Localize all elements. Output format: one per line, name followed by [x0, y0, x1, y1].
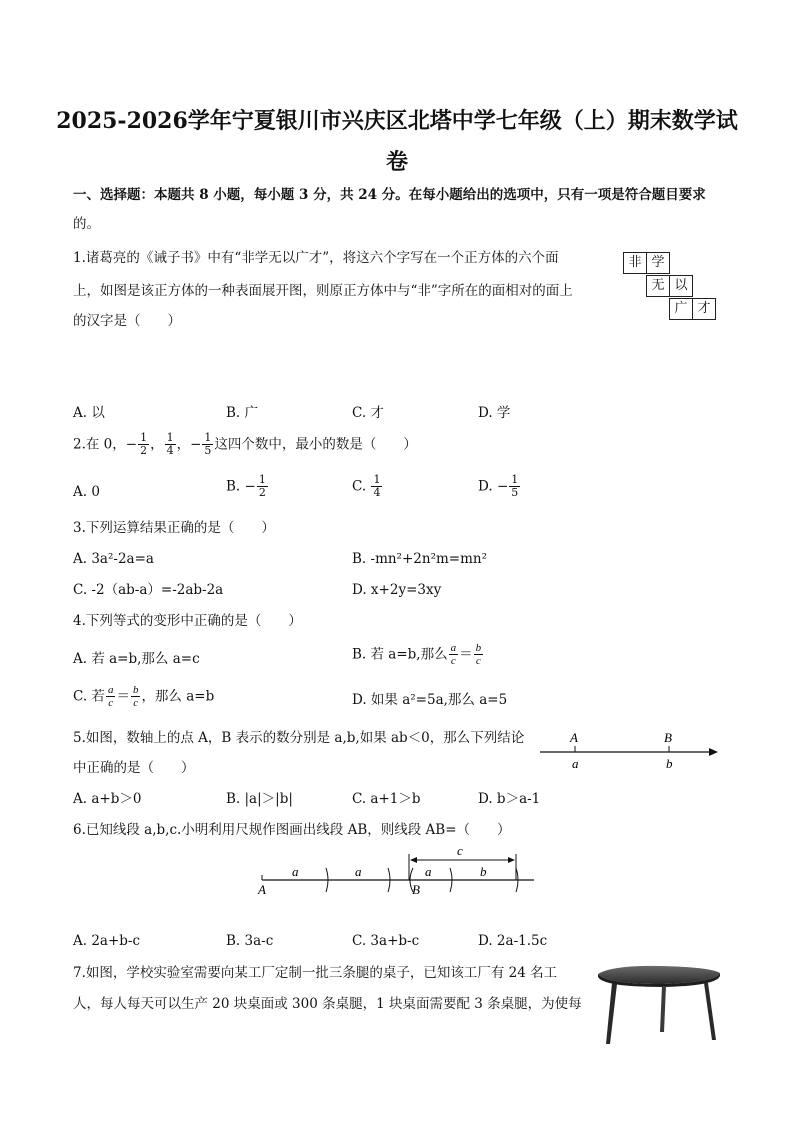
- question-7-line-1: 7.如图，学校实验室需要向某工厂定制一批三条腿的桌子，已知该工厂有 24 名工: [73, 965, 558, 981]
- q4-option-b[interactable]: B. 若 a=b,那么 $\frac{a}{c}$ ＝ $\frac{b}{c}$: [352, 642, 482, 668]
- table-leg-1: [606, 983, 617, 1044]
- question-5-line-2: 中正确的是（ ）: [73, 760, 195, 776]
- q5-option-a[interactable]: A. a+b＞0: [73, 791, 142, 807]
- q6-option-b[interactable]: B. 3a-c: [226, 933, 274, 949]
- q2-option-b[interactable]: B. − $\frac{1}{2}$: [226, 473, 266, 500]
- question-3-stem: 3.下列运算结果正确的是（ ）: [73, 520, 275, 536]
- q6-option-a[interactable]: A. 2a+b-c: [73, 933, 141, 949]
- section-instructions: 一、选择题：本题共 8 小题，每小题 3 分，共 24 分。在每小题给出的选项中，只有一项是符合题目要求: [73, 187, 706, 203]
- section-instructions-continued: 的。: [73, 216, 100, 232]
- question-7-line-2: 人，每人每天可以生产 20 块桌面或 300 条桌腿，1 块桌面需要配 3 条桌腿，为使每: [73, 996, 582, 1012]
- question-1-line-1: 1.诸葛亮的《诫子书》中有“非学无以广才”，将这六个字写在一个正方体的六个面: [73, 250, 559, 266]
- label-c: c: [457, 843, 463, 858]
- q4-option-c[interactable]: C. 若 $\frac{a}{c}$ ＝ $\frac{b}{c}$ ，那么 a=b: [73, 684, 215, 710]
- q1-option-c[interactable]: C. 才: [352, 405, 384, 421]
- fraction-2: $\frac{1}{4}$: [166, 431, 174, 458]
- q4-option-a[interactable]: A. 若 a=b,那么 a=c: [73, 651, 200, 667]
- q6-option-d[interactable]: D. 2a-1.5c: [478, 933, 548, 949]
- label-A: A: [258, 882, 266, 897]
- q2-sign-3: −: [190, 436, 202, 453]
- arrow-left-icon: [410, 857, 417, 863]
- fraction-a-over-c: $\frac{a}{c}$: [450, 642, 457, 668]
- net-cell-6: 才: [692, 298, 716, 320]
- number-line-figure: [538, 728, 724, 774]
- table-leg-2: [660, 986, 666, 1032]
- label-a-2: a: [355, 864, 362, 879]
- question-6-stem: 6.已知线段 a,b,c.小明利用尺规作图画出线段 AB，则线段 AB=（ ）: [73, 822, 511, 838]
- q3-option-a[interactable]: A. 3a²-2a=a: [73, 551, 154, 567]
- q2-prefix: 2.在 0，: [73, 436, 126, 453]
- table-leg-3: [704, 983, 716, 1040]
- fraction-3: $\frac{1}{5}$: [204, 431, 212, 458]
- three-leg-table-image: [592, 962, 726, 1050]
- question-1-line-2: 上，如图是该正方体的一种表面展开图，则原正方体中与“非”字所在的面相对的面上: [73, 283, 573, 299]
- axis-arrow-icon: [709, 748, 718, 756]
- fraction-b-over-c: $\frac{b}{c}$: [475, 642, 482, 668]
- point-label-A: A: [570, 730, 578, 745]
- q4-option-d[interactable]: D. 如果 a²=5a,那么 a=5: [352, 692, 508, 708]
- q2-sign-1: −: [125, 436, 138, 453]
- net-cell-2: 学: [646, 252, 670, 274]
- question-4-stem: 4.下列等式的变形中正确的是（ ）: [73, 613, 302, 629]
- value-label-a: a: [572, 756, 579, 771]
- segment-construction-figure: [254, 842, 544, 898]
- label-a-3: a: [425, 864, 432, 879]
- q6-option-c[interactable]: C. 3a+b-c: [352, 933, 420, 949]
- q3-option-c[interactable]: C. -2（ab-a）=-2ab-2a: [73, 582, 224, 598]
- q1-option-d[interactable]: D. 学: [478, 405, 511, 421]
- point-label-B: B: [664, 730, 672, 745]
- q2-option-a[interactable]: A. 0: [73, 484, 100, 500]
- q2-option-c[interactable]: C. $\frac{1}{4}$: [352, 473, 381, 500]
- net-cell-1: 非: [623, 252, 647, 274]
- value-label-b: b: [666, 756, 673, 771]
- q5-option-c[interactable]: C. a+1＞b: [352, 791, 421, 807]
- q2-option-d[interactable]: D. − $\frac{1}{5}$: [478, 473, 519, 500]
- question-2-stem: 2.在 0，− $\frac{1}{2}$ ， $\frac{1}{4}$ ，− $\frac{1}{5}$ 这四个数中，最小的数是（ ）: [73, 431, 417, 458]
- question-1-line-3: 的汉字是（ ）: [73, 313, 181, 329]
- q2-suffix: 这四个数中，最小的数是（ ）: [214, 436, 417, 453]
- q1-option-a[interactable]: A. 以: [73, 405, 105, 421]
- question-5-line-1: 5.如图，数轴上的点 A，B 表示的数分别是 a,b,如果 ab＜0，那么下列结论: [73, 730, 525, 746]
- label-b: b: [480, 864, 487, 879]
- net-cell-3: 无: [646, 275, 670, 297]
- q5-option-d[interactable]: D. b＞a-1: [478, 791, 541, 807]
- arrow-right-icon: [508, 857, 515, 863]
- q5-option-b[interactable]: B. |a|＞|b|: [226, 791, 293, 807]
- label-B: B: [412, 882, 420, 897]
- net-cell-4: 以: [669, 275, 693, 297]
- net-cell-5: 广: [669, 298, 693, 320]
- label-a-1: a: [292, 864, 299, 879]
- page-title: 2025-2026学年宁夏银川市兴庆区北塔中学七年级（上）期末数学试: [56, 108, 738, 134]
- fraction-1: $\frac{1}{2}$: [140, 431, 148, 458]
- q3-option-b[interactable]: B. -mn²+2n²m=mn²: [352, 551, 487, 567]
- page-title-continued: 卷: [385, 149, 408, 175]
- q1-option-b[interactable]: B. 广: [226, 405, 259, 421]
- q3-option-d[interactable]: D. x+2y=3xy: [352, 582, 442, 598]
